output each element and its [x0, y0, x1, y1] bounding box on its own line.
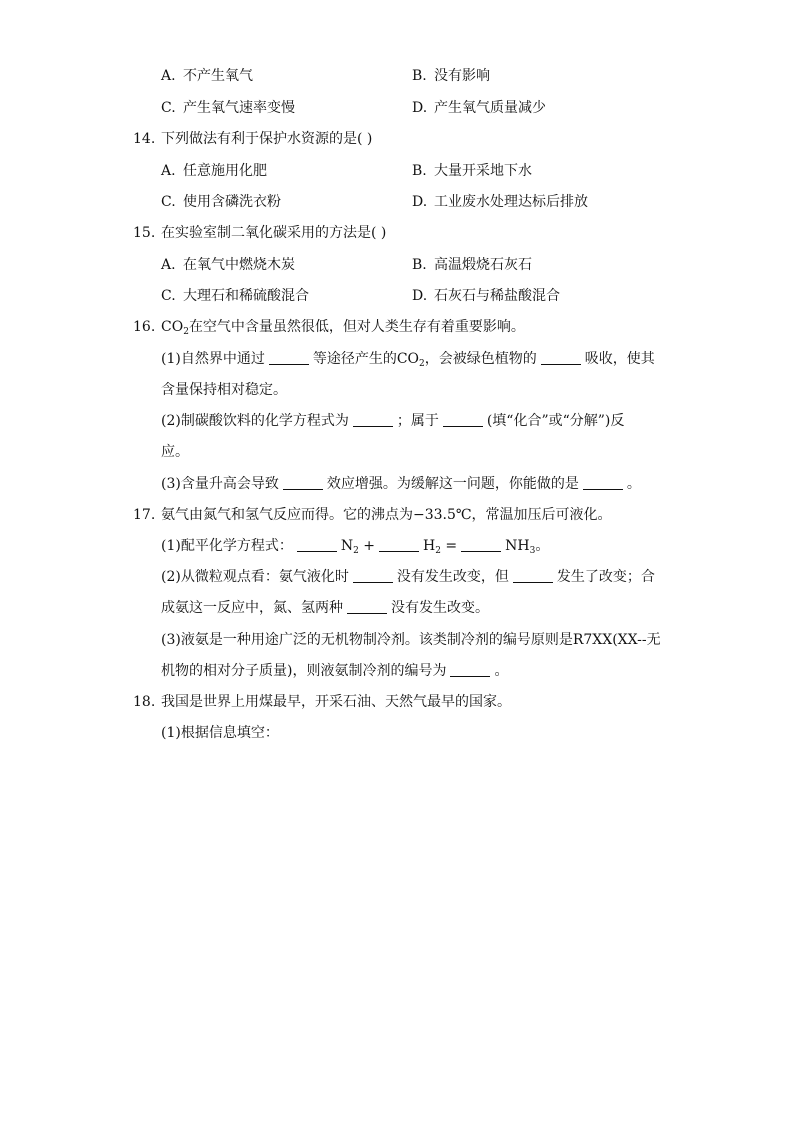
answer-blank[interactable]	[269, 350, 309, 365]
q15-option-b[interactable]: B. 高温煅烧石灰石	[412, 257, 532, 273]
question-number: 18.	[133, 694, 156, 710]
question-number: 14.	[133, 131, 156, 147]
q13-option-c[interactable]: C. 产生氧气速率变慢	[161, 100, 295, 116]
answer-blank[interactable]	[583, 475, 623, 490]
answer-blank[interactable]	[379, 537, 419, 552]
document-page: A. 不产生氧气 B. 没有影响 C. 产生氧气速率变慢 D. 产生氧气质量减少 14. 下列做法有利于保护水资源的是( ) A. 任意施用化肥 B. 大量开采地下水 C. 使用含磷洗衣粉 D. 工业废水处理达标后排放 15. 在实验室制二氧化碳采用的方法是( ) A. 在氧气中燃烧木炭 B. 高温煅烧石灰石 C. 大理石和稀硫酸混合 D. 石灰石与稀盐酸混合 16. $CO_2$在空气中含量虽然很低，但对人类生存有着重要影响。 (1)自然界中通过 等途径产生的$CO_2$，会被绿色植物的 吸收，使其 含量保持相对稳定。 (2)制碳酸饮料的化学方程式为 ；属于 (填“化合”或“分解”)反 应。 (3)含量升高会导致 效应增强。为缓解这一问题，你能做的是 。 17. 氨气由氮气和氢气反应而得。它的沸点为−33.5℃，常温加压后可液化。 (1)配平化学方程式： $N_2 + H_2 = NH_3$。 (2)从微粒观点看：氨气液化时 没有发生改变，但 发生了改变；合 成氨这一反应中，氮、氢两种 没有发生改变。 (3)液氨是一种用途广泛的无机物制冷剂。该类制冷剂的编号原则是R7XX(XX--无 机物的相对分子质量)，则液氨制冷剂的编号为 。 18. 我国是世界上用煤最早，开采石油、天然气最早的国家。 (1)根据信息填空：	[133, 68, 661, 741]
q14-option-b[interactable]: B. 大量开采地下水	[412, 163, 532, 179]
question-text: 氨气由氮气和氢气反应而得。它的沸点为−33.5℃，常温加压后可液化。	[161, 507, 612, 523]
question-text: 我国是世界上用煤最早，开采石油、天然气最早的国家。	[161, 694, 511, 710]
question-text: $CO_2$在空气中含量虽然很低，但对人类生存有着重要影响。	[161, 319, 525, 337]
question-number: 15.	[133, 225, 156, 241]
answer-blank[interactable]	[283, 475, 323, 490]
answer-blank[interactable]	[541, 350, 581, 365]
answer-blank[interactable]	[513, 568, 553, 583]
answer-blank[interactable]	[450, 662, 490, 677]
question-text: 下列做法有利于保护水资源的是( )	[161, 131, 373, 147]
q15-option-c[interactable]: C. 大理石和稀硫酸混合	[161, 288, 309, 304]
q15-option-a[interactable]: A. 在氧气中燃烧木炭	[161, 257, 295, 273]
q13-option-d[interactable]: D. 产生氧气质量减少	[412, 100, 546, 116]
answer-blank[interactable]	[347, 599, 387, 614]
answer-blank[interactable]	[461, 537, 501, 552]
q14-option-c[interactable]: C. 使用含磷洗衣粉	[161, 194, 281, 210]
answer-blank[interactable]	[353, 568, 393, 583]
question-number: 17.	[133, 507, 156, 523]
answer-blank[interactable]	[353, 412, 393, 427]
q14-option-d[interactable]: D. 工业废水处理达标后排放	[412, 194, 588, 210]
answer-blank[interactable]	[297, 537, 337, 552]
q15-option-d[interactable]: D. 石灰石与稀盐酸混合	[412, 288, 560, 304]
answer-blank[interactable]	[443, 412, 483, 427]
q13-option-a[interactable]: A. 不产生氧气	[161, 68, 253, 84]
question-text: 在实验室制二氧化碳采用的方法是( )	[161, 225, 387, 241]
q14-option-a[interactable]: A. 任意施用化肥	[161, 163, 267, 179]
q13-option-b[interactable]: B. 没有影响	[412, 68, 490, 84]
question-number: 16.	[133, 319, 156, 335]
